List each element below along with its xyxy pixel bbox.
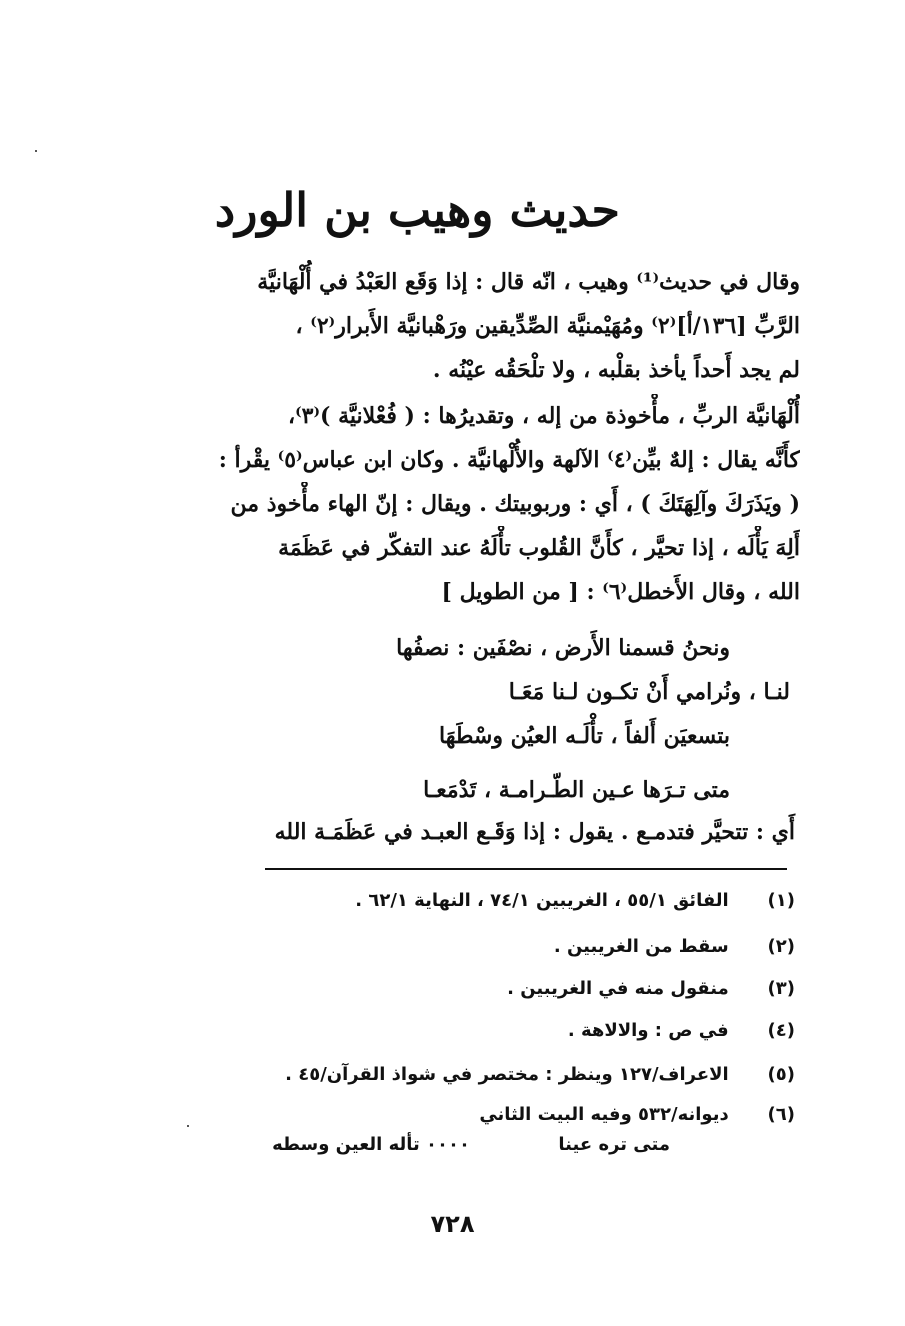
footnote-text: منقول منه في الغريبين . [507, 978, 729, 999]
footnote [568, 1016, 795, 1046]
footnote-number: (٦) [767, 1104, 795, 1125]
text-line: الرَّبِّ [١٣٦/أ]⁽٢⁾ ومُهَيْمنيَّة الصِّدِّيقين ورَهْبانيَّة الأَبرار⁽٢⁾ ، [295, 313, 800, 339]
text-line: وقال في حديث⁽¹⁾ وهيب ، انّه قال : إذا وَقَع العَبْدُ في أُلْهَانيَّة [257, 269, 800, 295]
scan-speck [187, 1125, 189, 1127]
explanation-line: أَي : تتحيَّر فتدمـع . يقول : إذا وَقَـع العبـد في عَظَمَـة الله [274, 819, 795, 845]
poem-verse: ونحنُ قسمنا الأَرض ، نصْفَين : نصفُها [396, 635, 730, 661]
footnote [507, 974, 795, 1004]
paragraph-hadith [110, 260, 800, 392]
footnote-text: سقط من الغريبين . [553, 936, 729, 957]
text-line: ( ويَذَرَكَ وآلِهَتَكَ ) ، أَي : وربوبيتك . ويقال : إنّ الهاء مأْخوذ من [230, 491, 800, 517]
text-line: الله ، وقال الأَخطل⁽٦⁾ : [ من الطويل ] [441, 579, 800, 605]
poem-verse: متى تـرَها عـين الطّـرامـة ، تَدْمَعـا [423, 777, 730, 803]
paragraph-commentary [110, 394, 800, 614]
footnote-divider [265, 868, 787, 870]
text-line: أُلْهَانيَّة الربِّ ، مأْخوذة من إله ، وتقديرُها : ( فُعْلانيَّة )⁽٣⁾، [287, 403, 800, 429]
footnote [355, 886, 795, 916]
text-line: أَلِهَ يَأْلَه ، إذا تحيَّر ، كأَنَّ القُلوب تأْلَهُ عند التفكّر في عَظَمَة [278, 535, 800, 561]
footnote-text: الاعراف/١٢٧ وينظر : مختصر في شواذ القرآن/٤٥ . [285, 1064, 729, 1085]
footnote-text: ديوانه/٥٣٢ وفيه البيت الثاني [479, 1104, 729, 1125]
scan-speck [35, 150, 37, 152]
footnote-number: (٤) [767, 1020, 795, 1041]
footnote-text: في ص : والالاهة . [567, 1020, 729, 1041]
footnote-number: (٥) [767, 1064, 795, 1085]
footnote [554, 932, 795, 962]
footnote-number: (٣) [767, 978, 795, 999]
footnote [479, 1100, 795, 1130]
poem-verse: لنـا ، ونُرامي أَنْ تكـون لـنا مَعَـا [508, 679, 790, 705]
footnote [285, 1060, 795, 1090]
footnote-verse-first: متى تره عينا [558, 1134, 670, 1155]
chapter-title: حديث وهيب بن الورد [214, 183, 620, 237]
text-line: لم يجد أَحداً يأخذ بقلْبه ، ولا تلْحَقُه عيْنُه . [432, 357, 800, 383]
page-number: ٧٢٨ [430, 1210, 475, 1238]
footnote-number: (٢) [767, 936, 795, 957]
footnote-text: الفائق ٥٥/١ ، الغريبين ٧٤/١ ، النهاية ٦٢/١ . [355, 890, 729, 911]
footnote-verse-second: ٠٠٠٠ تأله العين وسطه [272, 1134, 470, 1155]
footnote-number: (١) [767, 890, 795, 911]
footnote-verse [272, 1130, 670, 1160]
text-line: كأَنَّه يقال : إلهٌ بيِّن⁽٤⁾ الآلهة والأُلْهانيَّة . وكان ابن عباس⁽٥⁾ يقْرأ : [218, 447, 800, 473]
poem-verse: بتسعيَن أَلفاً ، تأْلَـه العيُن وسْطَهَا [439, 723, 730, 749]
